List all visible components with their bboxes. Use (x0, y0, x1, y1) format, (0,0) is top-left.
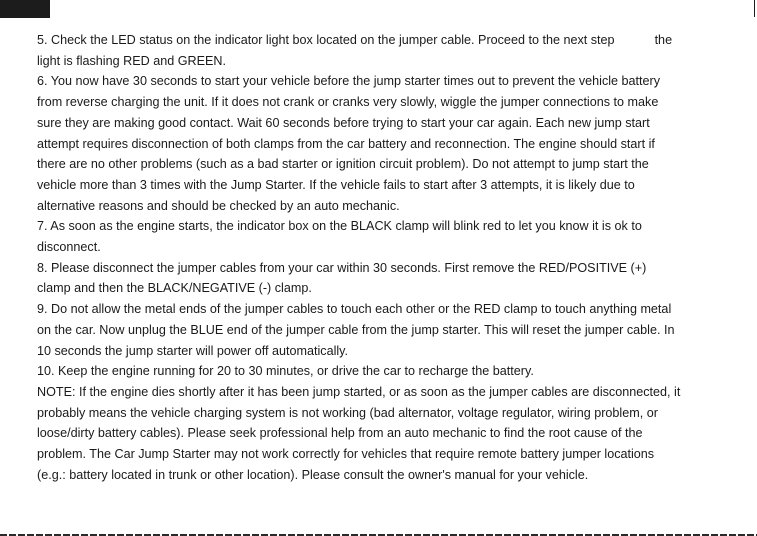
line-end: the (654, 33, 673, 47)
text-line (37, 30, 727, 51)
text-line: 10 seconds the jump starter will power off automatically. (37, 343, 349, 358)
text-line: (e.g.: battery located in trunk or other location). Please consult the owner's manual for your vehicle. (37, 467, 589, 482)
edge-tick (754, 0, 755, 17)
instruction-text (37, 30, 727, 485)
line-start: 5. Check the LED status on the indicator light box located on the jumper cable. Proceed to the next step (37, 33, 615, 47)
text-line: clamp and then the BLACK/NEGATIVE (-) clamp. (37, 281, 312, 296)
text-line: vehicle more than 3 times with the Jump Starter. If the vehicle fails to start after 3 attempts, it is likely due to (37, 177, 635, 192)
text-line: disconnect. (37, 240, 101, 255)
text-line: alternative reasons and should be checked by an auto mechanic. (37, 198, 400, 213)
text-line: 6. You now have 30 seconds to start your vehicle before the jump starter times out to prevent the vehicle battery (37, 74, 661, 89)
text-line: problem. The Car Jump Starter may not work correctly for vehicles that require remote battery jumper locations (37, 447, 655, 462)
text-line: there are no other problems (such as a bad starter or ignition circuit problem). Do not attempt to jump start the (37, 157, 649, 172)
text-line: from reverse charging the unit. If it does not crank or cranks very slowly, wiggle the jumper connections to make (37, 95, 659, 110)
text-line: 8. Please disconnect the jumper cables from your car within 30 seconds. First remove the RED/POSITIVE (+) (37, 260, 647, 275)
corner-block (0, 0, 50, 18)
text-line: sure they are making good contact. Wait 60 seconds before trying to start your car again. Each new jump start (37, 115, 650, 130)
text-line: attempt requires disconnection of both clamps from the car battery and reconnection. The engine should start if (37, 136, 655, 151)
text-line: probably means the vehicle charging system is not working (bad alternator, voltage regulator, wiring problem, or (37, 405, 658, 420)
text-line: light is flashing RED and GREEN. (37, 53, 226, 68)
text-line: loose/dirty battery cables). Please seek professional help from an auto mechanic to find the root cause of the (37, 426, 643, 441)
text-line: 7. As soon as the engine starts, the indicator box on the BLACK clamp will blink red to let you know it is ok to (37, 219, 642, 234)
text-line: on the car. Now unplug the BLUE end of the jumper cable from the jump starter. This will reset the jumper cable. In (37, 322, 675, 337)
text-line: 10. Keep the engine running for 20 to 30 minutes, or drive the car to recharge the battery. (37, 364, 534, 379)
text-line: 9. Do not allow the metal ends of the jumper cables to touch each other or the RED clamp to touch anything metal (37, 302, 672, 317)
text-line: NOTE: If the engine dies shortly after it has been jump started, or as soon as the jumper cables are disconnected, it (37, 384, 681, 399)
